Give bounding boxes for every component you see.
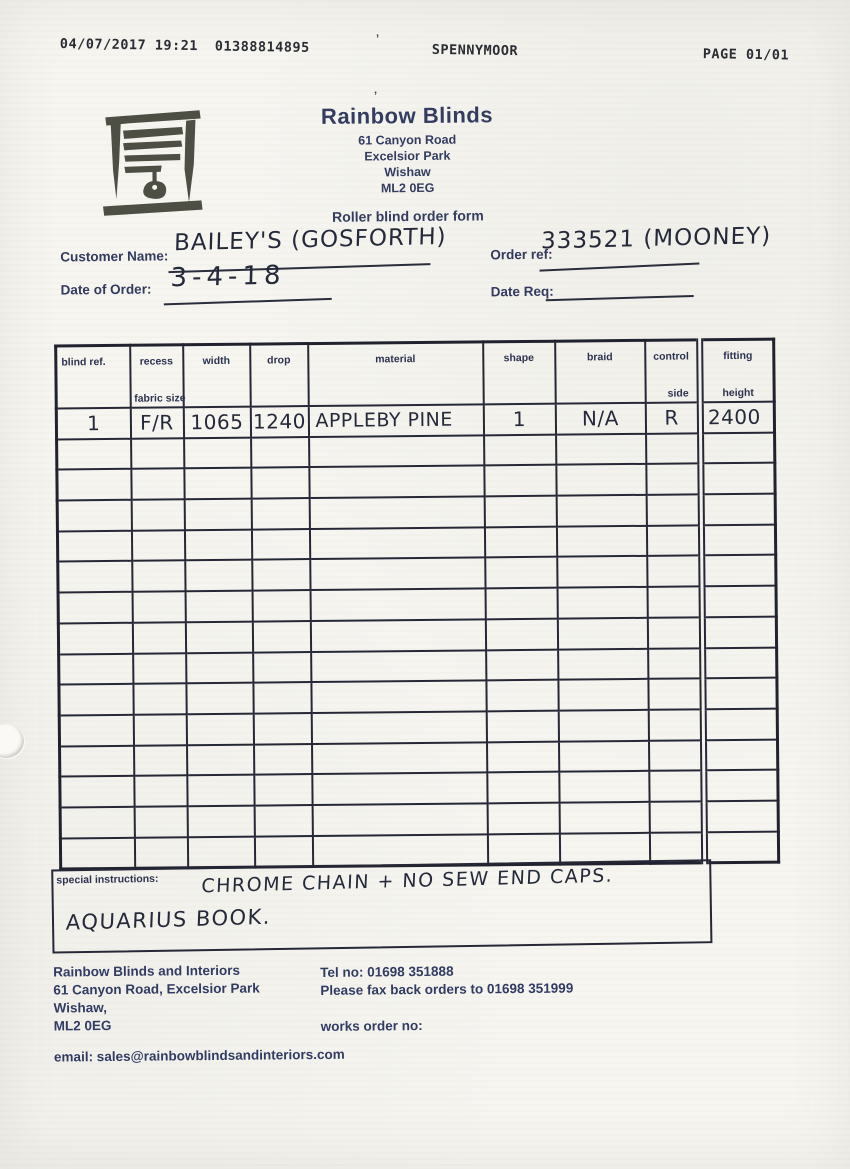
cell-control_side xyxy=(646,433,701,464)
cell-recess xyxy=(134,776,187,807)
cell-control_side xyxy=(648,648,703,679)
footer-email: email: sales@rainbowblindsandinteriors.com xyxy=(53,1046,345,1065)
cell-width xyxy=(186,683,253,714)
cell-shape xyxy=(485,619,557,650)
cell-material xyxy=(310,558,485,590)
cell-blind_ref xyxy=(58,592,132,623)
cell-control_side xyxy=(647,586,702,617)
footer-postcode: ML2 0EG xyxy=(53,1017,112,1034)
cell-blind_ref xyxy=(60,776,134,807)
cell-fitting_height xyxy=(703,739,777,770)
order-ref-label: Order ref: xyxy=(490,246,553,263)
roller-blind-logo-icon xyxy=(97,106,212,223)
cell-recess: F/R xyxy=(130,407,183,438)
cell-control_side xyxy=(649,771,704,802)
cell-width xyxy=(187,806,254,837)
date-of-order-value: 3-4-18 xyxy=(170,260,286,294)
cell-control_side xyxy=(646,464,701,495)
cell-control_side xyxy=(646,525,701,556)
cell-material xyxy=(310,619,485,651)
cell-fitting_height xyxy=(701,524,775,555)
cell-shape xyxy=(484,526,556,557)
cell-braid: N/A xyxy=(555,403,645,435)
cell-braid xyxy=(558,679,648,711)
cell-material xyxy=(309,466,484,498)
cell-braid xyxy=(557,556,647,588)
cell-material xyxy=(312,742,487,774)
date-of-order-label: Date of Order: xyxy=(60,281,152,298)
header-recess: recess fabric size xyxy=(130,345,184,408)
cell-braid xyxy=(557,618,647,650)
order-table-body xyxy=(56,402,778,870)
cell-fitting_height xyxy=(704,770,778,801)
fax-station-name: SPENNYMOOR xyxy=(431,41,519,60)
cell-control_side xyxy=(647,556,702,587)
order-ref-value: 333521 (MOONEY) xyxy=(540,223,772,255)
company-address-line2: Excelsior Park xyxy=(364,148,451,164)
cell-material xyxy=(312,803,487,835)
cell-blind_ref xyxy=(57,500,131,531)
cell-recess xyxy=(132,591,185,622)
cell-shape xyxy=(487,803,559,834)
cell-fitting_height: 2400 xyxy=(700,402,774,433)
cell-recess xyxy=(132,622,185,653)
cell-shape xyxy=(486,711,558,742)
cell-shape xyxy=(487,833,559,865)
cell-fitting_height xyxy=(702,555,776,586)
cell-drop xyxy=(253,652,311,683)
cell-shape xyxy=(484,465,556,496)
cell-width xyxy=(187,744,254,775)
cell-fitting_height xyxy=(703,678,777,709)
header-material: material xyxy=(308,342,484,406)
footer-tel: Tel no: 01698 351888 xyxy=(320,963,454,980)
cell-blind_ref xyxy=(59,715,133,746)
header-shape: shape xyxy=(483,341,556,404)
cell-recess xyxy=(134,745,187,776)
cell-material xyxy=(309,435,484,467)
cell-width xyxy=(185,591,252,622)
cell-width: 1065 xyxy=(183,407,250,438)
cell-drop xyxy=(251,437,309,468)
header-braid: braid xyxy=(555,340,646,403)
cell-fitting_height xyxy=(701,494,775,525)
cell-control_side xyxy=(649,801,704,832)
cell-shape xyxy=(486,649,558,680)
cell-drop xyxy=(253,713,311,744)
cell-width xyxy=(184,437,251,468)
cell-shape xyxy=(487,772,559,803)
cell-blind_ref xyxy=(60,807,134,838)
cell-width xyxy=(184,529,251,560)
cell-width xyxy=(186,713,253,744)
date-req-label: Date Req: xyxy=(490,283,554,300)
cell-width xyxy=(184,499,251,530)
cell-drop xyxy=(252,560,310,591)
cell-braid xyxy=(556,434,646,466)
cell-drop xyxy=(254,836,312,868)
header-control-side: control side xyxy=(645,340,701,403)
cell-braid xyxy=(556,464,646,496)
cell-fitting_height xyxy=(704,801,778,832)
cell-braid xyxy=(558,648,648,680)
company-header xyxy=(292,102,523,225)
cell-recess xyxy=(133,683,186,714)
header-drop: drop xyxy=(250,344,309,407)
cell-recess xyxy=(131,530,184,561)
special-instructions-line1: CHROME CHAIN + NO SEW END CAPS. xyxy=(200,864,614,898)
company-address-line1: 61 Canyon Road xyxy=(358,132,457,148)
cell-drop xyxy=(252,590,310,621)
cell-drop xyxy=(254,774,312,805)
cell-recess xyxy=(133,714,186,745)
form-title: Roller blind order form xyxy=(332,207,484,225)
cell-blind_ref xyxy=(58,623,132,654)
cell-braid xyxy=(559,802,649,834)
cell-control_side xyxy=(648,709,703,740)
cell-blind_ref: 1 xyxy=(56,408,130,439)
cell-width xyxy=(184,468,251,499)
cell-shape xyxy=(486,680,558,711)
fax-datetime: 04/07/2017 19:21 xyxy=(59,36,199,55)
order-ref-underline xyxy=(539,263,699,272)
cell-fitting_height xyxy=(703,708,777,739)
scan-speck: ‚ xyxy=(374,84,378,96)
cell-braid xyxy=(556,526,646,558)
fax-sender-number: 01388814895 xyxy=(214,38,310,56)
cell-fitting_height xyxy=(701,432,775,463)
cell-material: APPLEBY PINE xyxy=(308,404,483,436)
cell-drop xyxy=(254,744,312,775)
cell-recess xyxy=(134,806,187,837)
cell-width xyxy=(185,621,252,652)
cell-blind_ref xyxy=(57,438,131,469)
cell-material xyxy=(311,711,486,743)
cell-control_side xyxy=(646,494,701,525)
cell-braid xyxy=(557,587,647,619)
cell-shape xyxy=(484,496,556,527)
cell-width xyxy=(187,836,254,868)
cell-material xyxy=(311,681,486,713)
cell-shape xyxy=(486,741,558,772)
cell-fitting_height xyxy=(704,831,778,863)
cell-blind_ref xyxy=(57,469,131,500)
cell-control_side xyxy=(647,617,702,648)
cell-material xyxy=(310,589,485,621)
cell-recess xyxy=(133,653,186,684)
cell-recess xyxy=(132,561,185,592)
cell-blind_ref xyxy=(58,561,132,592)
cell-braid xyxy=(558,710,648,742)
footer-address: 61 Canyon Road, Excelsior Park xyxy=(53,980,260,998)
cell-recess xyxy=(134,837,187,869)
customer-name-label: Customer Name: xyxy=(60,248,169,265)
cell-control_side xyxy=(648,740,703,771)
special-instructions-line2: AQUARIUS BOOK. xyxy=(65,904,272,935)
cell-drop xyxy=(254,805,312,836)
cell-drop xyxy=(251,529,309,560)
cell-blind_ref xyxy=(60,837,134,869)
cell-material xyxy=(309,527,484,559)
scan-speck: ’ xyxy=(376,33,380,45)
cell-blind_ref xyxy=(59,684,133,715)
cell-shape: 1 xyxy=(483,404,555,435)
fax-page-count: PAGE 01/01 xyxy=(702,46,790,64)
cell-drop xyxy=(252,621,310,652)
cell-width xyxy=(187,775,254,806)
cell-material xyxy=(312,773,487,805)
cell-drop: 1240 xyxy=(250,406,308,437)
customer-name-value: BAILEY'S (GOSFORTH) xyxy=(173,223,447,257)
cell-control_side xyxy=(648,678,703,709)
cell-material xyxy=(312,834,487,867)
special-instructions-box xyxy=(51,859,712,953)
cell-material xyxy=(311,650,486,682)
header-width: width xyxy=(183,344,251,407)
cell-shape xyxy=(485,588,557,619)
date-of-order-underline xyxy=(164,298,332,305)
cell-braid xyxy=(559,771,649,803)
cell-drop xyxy=(251,498,309,529)
cell-fitting_height xyxy=(701,463,775,494)
cell-drop xyxy=(253,682,311,713)
table-header-row xyxy=(56,339,775,408)
company-address xyxy=(292,131,523,197)
special-instructions-label: special instructions: xyxy=(56,872,159,887)
cell-recess xyxy=(131,438,184,469)
cell-recess xyxy=(131,469,184,500)
cell-width xyxy=(185,560,252,591)
cell-recess xyxy=(131,499,184,530)
cell-blind_ref xyxy=(57,531,131,562)
cell-fitting_height xyxy=(703,647,777,678)
footer-fax-back: Please fax back orders to 01698 351999 xyxy=(320,980,574,998)
company-postcode: ML2 0EG xyxy=(380,180,435,196)
cell-fitting_height xyxy=(702,616,776,647)
footer-company-name: Rainbow Blinds and Interiors xyxy=(53,962,241,980)
footer-town: Wishaw, xyxy=(53,1000,107,1016)
cell-drop xyxy=(251,467,309,498)
cell-width xyxy=(186,652,253,683)
footer-works-order: works order no: xyxy=(320,1018,423,1034)
order-table xyxy=(54,338,780,871)
header-fitting-height: fitting height xyxy=(700,339,775,402)
company-address-line3: Wishaw xyxy=(384,164,431,180)
cell-braid xyxy=(556,495,646,527)
company-name: Rainbow Blinds xyxy=(320,102,494,129)
cell-blind_ref xyxy=(60,745,134,776)
cell-fitting_height xyxy=(702,586,776,617)
header-blind-ref: blind ref. xyxy=(56,345,131,408)
cell-control_side: R xyxy=(645,402,700,433)
cell-shape xyxy=(485,557,557,588)
cell-blind_ref xyxy=(59,653,133,684)
cell-braid xyxy=(558,740,648,772)
date-req-underline xyxy=(546,295,694,301)
cell-shape xyxy=(484,434,556,465)
cell-material xyxy=(309,496,484,528)
